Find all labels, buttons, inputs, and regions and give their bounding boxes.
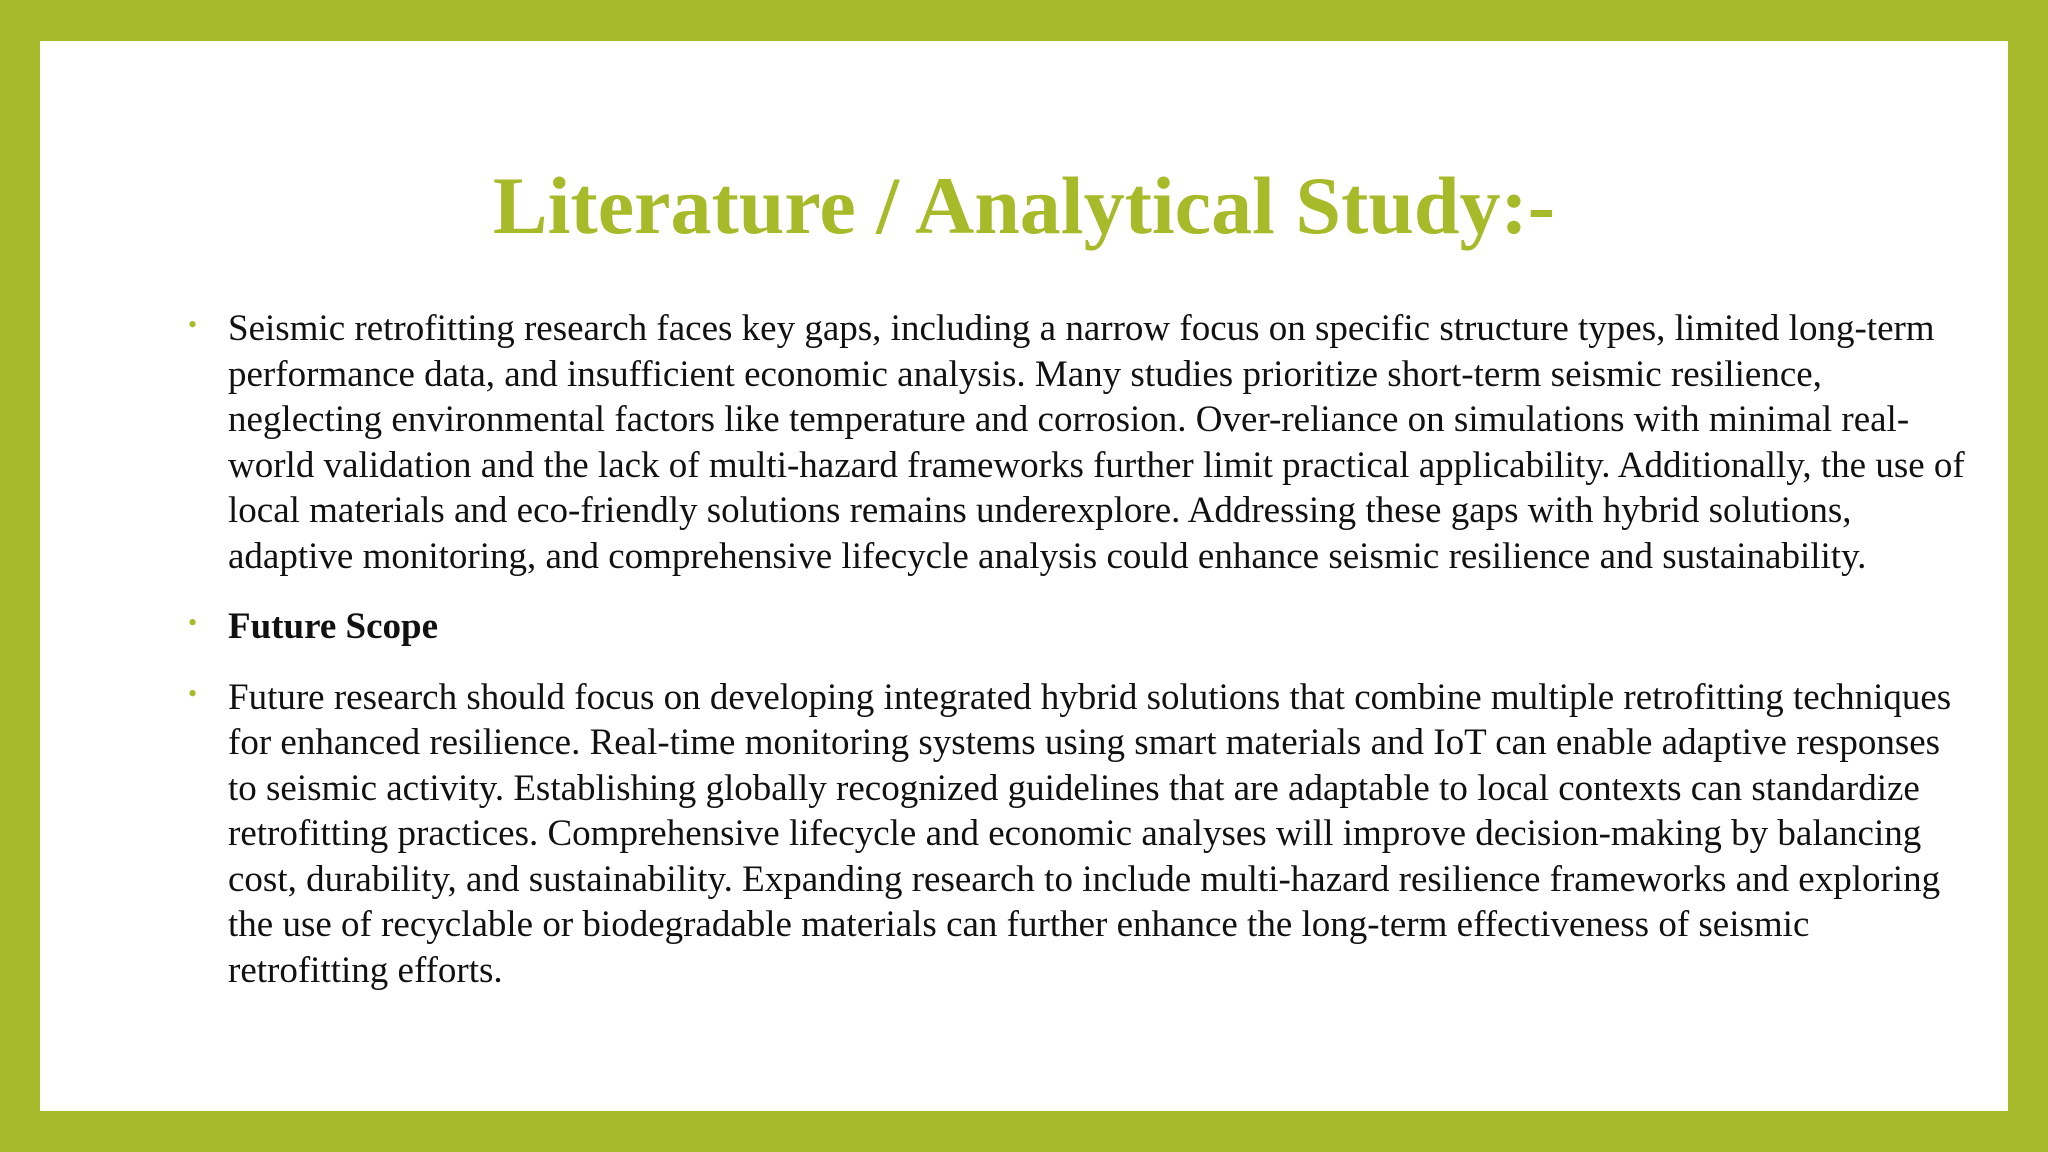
bullet-dot-icon: •	[188, 678, 198, 708]
bullet-item-research-gaps	[188, 306, 1978, 579]
bullet-dot-icon: •	[188, 608, 198, 637]
bullet-dot-icon: •	[188, 310, 198, 339]
slide-canvas	[40, 41, 2008, 1111]
bullet-text: Future research should focus on developing integrated hybrid solutions that combine multiple retrofitting techniques for enhanced resilience. Real-time monitoring systems using smart materials and IoT can enable adaptive responses to seismic activity. Establishing globally recognized guidelines that are adaptable to local contexts can standardize retrofitting practices. Comprehensive lifecycle and economic analyses will improve decision-making by balancing cost, durability, and sustainability. Expanding research to include multi-hazard resilience frameworks and exploring the use of recyclable or biodegradable materials can further enhance the long-term effectiveness of seismic retrofitting efforts.	[228, 676, 1952, 991]
bullet-item-future-research	[188, 675, 1978, 994]
bullet-text: Seismic retrofitting research faces key gaps, including a narrow focus on specific structure types, limited long-term performance data, and insufficient economic analysis. Many studies prioritize short-term seismic resilience, neglecting environmental factors like temperature and corrosion. Over-reliance on simulations with minimal real-world validation and the lack of multi-hazard frameworks further limit practical applicability. Additionally, the use of local materials and eco-friendly solutions remains underexplore. Addressing these gaps with hybrid solutions, adaptive monitoring, and comprehensive lifecycle analysis could enhance seismic resilience and sustainability.	[228, 308, 1965, 577]
slide-title: Literature / Analytical Study:-	[492, 160, 1556, 251]
bullet-item-future-scope-heading	[188, 604, 1978, 650]
bullet-list	[188, 306, 1978, 1018]
bullet-text: Future Scope	[228, 606, 439, 647]
